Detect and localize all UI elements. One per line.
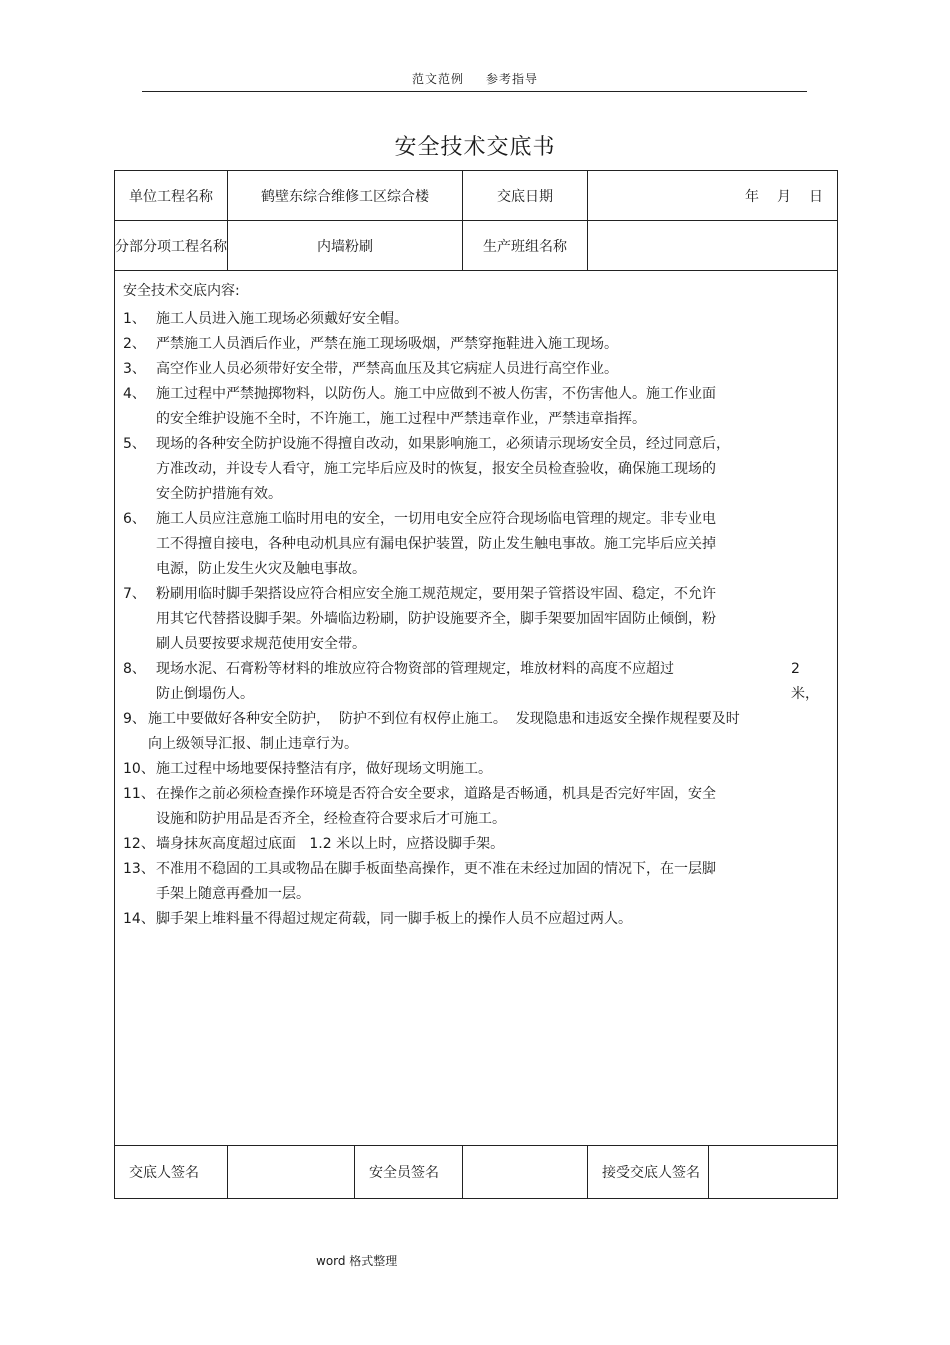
item-number: 5、 <box>123 436 146 452</box>
list-item <box>123 357 825 382</box>
item-number: 13、 <box>123 861 155 877</box>
sub-project-value[interactable]: 内墙粉刷 <box>228 221 463 271</box>
safety-officer-signature-label: 安全员签名 <box>355 1146 463 1199</box>
item-line: 设施和防护用品是否齐全，经检查符合要求后才可施工。 <box>156 811 506 827</box>
item-line-text: 现场水泥、石膏粉等材料的堆放应符合物资部的管理规定，堆放材料的高度不应超过 <box>156 661 674 677</box>
item-line: 刷人员要按要求规范使用安全带。 <box>156 636 366 652</box>
info-row-2 <box>115 221 838 271</box>
item-line: 施工过程中严禁抛掷物料，以防伤人。施工中应做到不被人伤害，不伤害他人。施工作业面 <box>156 386 716 402</box>
item-line-tail: 2 米， <box>791 661 819 702</box>
item-line: 墙身抹灰高度超过底面 1.2 米以上时，应搭设脚手架。 <box>156 836 505 852</box>
list-item <box>123 857 825 907</box>
presenter-signature-label: 交底人签名 <box>115 1146 228 1199</box>
item-number: 6、 <box>123 511 146 527</box>
content-heading: 安全技术交底内容: <box>123 283 240 299</box>
date-year: 年 <box>745 188 759 205</box>
item-line: 工不得擅自接电，各种电动机具应有漏电保护装置，防止发生触电事故。施工完毕后应关掉 <box>156 536 716 552</box>
item-line: 用其它代替搭设脚手架。外墙临边粉刷，防护设施要齐全，脚手架要加固牢固防止倾倒，粉 <box>156 611 716 627</box>
safety-officer-signature-field[interactable] <box>463 1146 588 1199</box>
presenter-signature-field[interactable] <box>228 1146 355 1199</box>
item-line: 手架上随意再叠加一层。 <box>156 886 310 902</box>
list-item <box>123 507 825 582</box>
header-divider <box>142 91 807 92</box>
document-title: 安全技术交底书 <box>394 135 556 160</box>
list-item <box>123 782 825 832</box>
content-cell <box>115 271 838 1146</box>
receiver-signature-label: 接受交底人签名 <box>588 1146 709 1199</box>
item-line: 的安全维护设施不全时，不许施工，施工过程中严禁违章作业，严禁违章指挥。 <box>156 411 646 427</box>
item-line: 粉刷用临时脚手架搭设应符合相应安全施工规范规定，要用架子管搭设牢固、稳定，不允许 <box>156 586 716 602</box>
date-label: 交底日期 <box>463 171 588 221</box>
list-item <box>123 432 825 507</box>
item-number: 3、 <box>123 361 146 377</box>
list-item <box>123 332 825 357</box>
signature-row <box>115 1146 838 1199</box>
item-number: 11、 <box>123 786 155 802</box>
date-value[interactable] <box>588 171 838 221</box>
receiver-signature-field[interactable] <box>709 1146 838 1199</box>
list-item <box>123 832 825 857</box>
item-line: 施工人员应注意施工临时用电的安全，一切用电安全应符合现场临电管理的规定。非专业电 <box>156 511 716 527</box>
list-item <box>123 382 825 432</box>
page-footer: word 格式整理 <box>316 1254 398 1268</box>
team-label: 生产班组名称 <box>463 221 588 271</box>
item-line: 严禁施工人员酒后作业，严禁在施工现场吸烟，严禁穿拖鞋进入施工现场。 <box>156 336 618 352</box>
item-line: 不准用不稳固的工具或物品在脚手板面垫高操作，更不准在未经过加固的情况下，在一层脚 <box>156 861 716 877</box>
item-line: 施工中要做好各种安全防护， 防护不到位有权停止施工。 发现隐患和违返安全操作规程要及时 <box>148 711 740 727</box>
list-item <box>123 582 825 657</box>
item-number: 2、 <box>123 336 146 352</box>
list-item <box>123 657 825 707</box>
item-line: 电源，防止发生火灾及触电事故。 <box>156 561 366 577</box>
date-day: 日 <box>809 188 823 205</box>
item-line: 现场的各种安全防护设施不得擅自改动，如果影响施工，必须请示现场安全员，经过同意后， <box>156 436 730 452</box>
list-item <box>123 707 825 757</box>
content-row <box>115 271 838 1146</box>
sub-project-label: 分部分项工程名称 <box>115 221 228 271</box>
item-number: 12、 <box>123 836 155 852</box>
list-item <box>123 307 825 332</box>
header-right: 参考指导 <box>486 72 539 86</box>
unit-project-value[interactable]: 鹤壁东综合维修工区综合楼 <box>228 171 463 221</box>
date-month: 月 <box>777 188 791 205</box>
item-line: 脚手架上堆料量不得超过规定荷载，同一脚手板上的操作人员不应超过两人。 <box>156 911 632 927</box>
item-line: 施工人员进入施工现场必须戴好安全帽。 <box>156 311 408 327</box>
header-left: 范文范例 <box>411 72 464 86</box>
item-number: 14、 <box>123 911 155 927</box>
list-item <box>123 757 825 782</box>
item-number: 7、 <box>123 586 146 602</box>
item-line: 向上级领导汇报、制止违章行为。 <box>148 736 358 752</box>
item-number: 8、 <box>123 661 146 677</box>
team-value[interactable] <box>588 221 838 271</box>
info-row-1 <box>115 171 838 221</box>
item-line: 在操作之前必须检查操作环境是否符合安全要求，道路是否畅通，机具是否完好牢固，安全 <box>156 786 716 802</box>
list-item <box>123 907 825 932</box>
item-number: 4、 <box>123 386 146 402</box>
item-line: 高空作业人员必须带好安全带，严禁高血压及其它病症人员进行高空作业。 <box>156 361 618 377</box>
item-line: 方准改动，并设专人看守，施工完毕后应及时的恢复，报安全员检查验收，确保施工现场的 <box>156 461 716 477</box>
page-header <box>0 70 950 87</box>
item-number: 9、 <box>123 711 146 727</box>
item-number: 1、 <box>123 311 146 327</box>
item-line: 安全防护措施有效。 <box>156 486 282 502</box>
unit-project-label: 单位工程名称 <box>115 171 228 221</box>
safety-briefing-table <box>114 170 838 1199</box>
item-number: 10、 <box>123 761 155 777</box>
item-line: 施工过程中场地要保持整洁有序，做好现场文明施工。 <box>156 761 492 777</box>
item-line: 防止倒塌伤人。 <box>156 686 254 702</box>
